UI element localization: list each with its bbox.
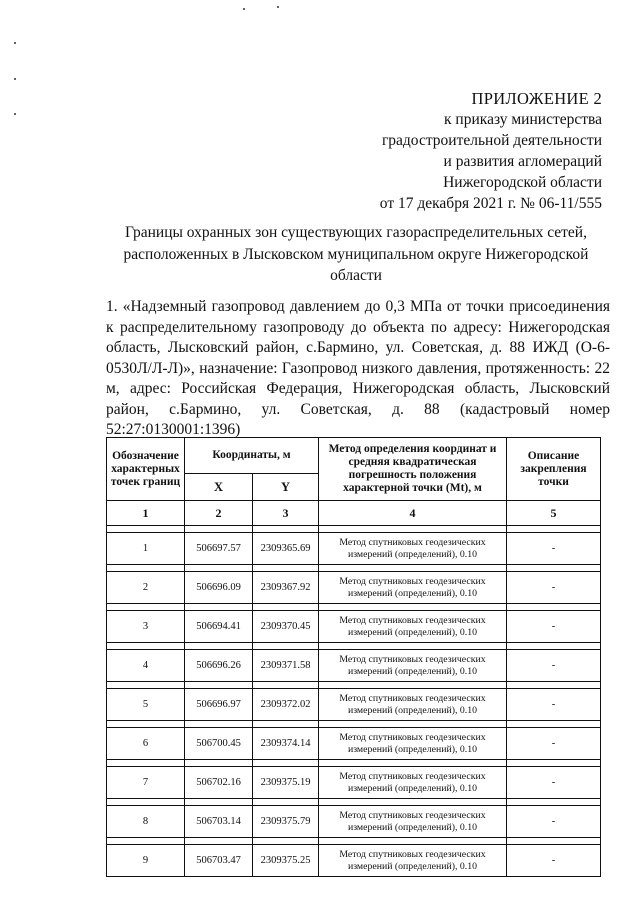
gap-cell (319, 526, 507, 533)
row-gap (107, 604, 601, 611)
header-y: Y (253, 474, 319, 501)
point-number: 6 (107, 728, 185, 760)
gap-cell (185, 799, 253, 806)
header-line: градостроительной деятельности (381, 132, 602, 149)
coordinate-x: 506696.26 (185, 650, 253, 682)
point-number: 9 (107, 845, 185, 877)
method-cell: Метод спутниковых геодезических измерений (определений), 0.10 (319, 572, 507, 604)
coordinate-y: 2309365.69 (253, 533, 319, 565)
description-cell: - (507, 533, 601, 565)
method-cell: Метод спутниковых геодезических измерений (определений), 0.10 (319, 650, 507, 682)
point-number: 8 (107, 806, 185, 838)
gap-cell (319, 604, 507, 611)
gap-cell (253, 526, 319, 533)
header-line: от 17 декабря 2021 г. № 06-11/555 (379, 195, 602, 212)
gap-cell (185, 565, 253, 572)
gap-cell (253, 799, 319, 806)
document-header (380, 88, 602, 214)
scan-speck (277, 6, 279, 8)
coordinate-y: 2309375.19 (253, 767, 319, 799)
row-gap (107, 565, 601, 572)
column-number: 5 (507, 501, 601, 526)
coordinate-x: 506696.09 (185, 572, 253, 604)
coordinate-y: 2309367.92 (253, 572, 319, 604)
row-gap (107, 643, 601, 650)
coordinate-y: 2309374.14 (253, 728, 319, 760)
gap-cell (107, 838, 185, 845)
gap-cell (507, 604, 601, 611)
method-cell: Метод спутниковых геодезических измерений (определений), 0.10 (319, 533, 507, 565)
gap-cell (185, 526, 253, 533)
gap-cell (507, 526, 601, 533)
point-number: 3 (107, 611, 185, 643)
coordinate-y: 2309375.79 (253, 806, 319, 838)
gap-cell (185, 760, 253, 767)
gap-cell (319, 799, 507, 806)
gap-cell (107, 565, 185, 572)
table-row (107, 611, 601, 643)
coordinate-x: 506697.57 (185, 533, 253, 565)
gap-cell (507, 682, 601, 689)
gap-cell (507, 760, 601, 767)
scan-speck (243, 8, 245, 10)
header-points: Обозначение характерных точек границ (107, 438, 185, 501)
appendix-title: ПРИЛОЖЕНИЕ 2 (471, 89, 602, 108)
point-number: 1 (107, 533, 185, 565)
gap-cell (319, 838, 507, 845)
point-number: 4 (107, 650, 185, 682)
method-cell: Метод спутниковых геодезических измерений (определений), 0.10 (319, 689, 507, 721)
table-row (107, 650, 601, 682)
method-cell: Метод спутниковых геодезических измерений (определений), 0.10 (319, 611, 507, 643)
coordinate-x: 506703.14 (185, 806, 253, 838)
method-cell: Метод спутниковых геодезических измерений (определений), 0.10 (319, 845, 507, 877)
description-cell: - (507, 728, 601, 760)
coordinate-x: 506702.16 (185, 767, 253, 799)
point-number: 5 (107, 689, 185, 721)
table-row (107, 572, 601, 604)
gap-cell (185, 604, 253, 611)
method-cell: Метод спутниковых геодезических измерений (определений), 0.10 (319, 806, 507, 838)
gap-cell (185, 643, 253, 650)
table-row (107, 806, 601, 838)
gap-cell (319, 643, 507, 650)
description-cell: - (507, 650, 601, 682)
scan-speck (14, 113, 16, 115)
method-cell: Метод спутниковых геодезических измерений (определений), 0.10 (319, 767, 507, 799)
column-number: 2 (185, 501, 253, 526)
row-gap (107, 799, 601, 806)
coordinate-x: 506696.97 (185, 689, 253, 721)
row-gap (107, 760, 601, 767)
description-cell: - (507, 572, 601, 604)
row-gap (107, 682, 601, 689)
gap-cell (507, 799, 601, 806)
point-number: 7 (107, 767, 185, 799)
coordinates-table (106, 437, 601, 877)
coordinate-y: 2309370.45 (253, 611, 319, 643)
header-coordinates: Координаты, м (185, 438, 319, 474)
header-method: Метод определения координат и средняя квадратическая погрешность положения характерной точки (Mt), м (319, 438, 507, 501)
gap-cell (253, 643, 319, 650)
scan-speck (14, 42, 16, 44)
coordinate-x: 506700.45 (185, 728, 253, 760)
gap-cell (107, 526, 185, 533)
gap-cell (107, 643, 185, 650)
gap-cell (319, 721, 507, 728)
column-number: 1 (107, 501, 185, 526)
gap-cell (253, 721, 319, 728)
description-cell: - (507, 767, 601, 799)
gap-cell (185, 721, 253, 728)
coordinate-y: 2309371.58 (253, 650, 319, 682)
gap-cell (107, 604, 185, 611)
description-cell: - (507, 845, 601, 877)
coordinate-y: 2309372.02 (253, 689, 319, 721)
header-x: X (185, 474, 253, 501)
point-number: 2 (107, 572, 185, 604)
gap-cell (185, 682, 253, 689)
object-description: 1. «Надземный газопровод давлением до 0,3 МПа от точки присоединения к распределительному газопроводу до объекта по адресу: Нижегородская область, Лысковский район, с.Бармино, ул. Советская, д. 88 ИЖД (О-6-0530Л/Л-Л)», назначение: Газопровод низкого давления, протяженность: 22 м, адрес: Российская Федерация, Нижегородская область, Лысковский район, с.Бармино, ул. Советская, д. 88 (кадастровый номер 52:27:0130001:1396) (106, 298, 610, 438)
gap-cell (253, 682, 319, 689)
gap-cell (253, 838, 319, 845)
gap-cell (107, 799, 185, 806)
gap-cell (107, 682, 185, 689)
column-number-row (107, 501, 601, 526)
header-line: Нижегородской области (443, 174, 602, 191)
gap-cell (507, 643, 601, 650)
scan-speck (14, 78, 16, 80)
row-gap (107, 721, 601, 728)
column-number: 3 (253, 501, 319, 526)
coordinate-x: 506703.47 (185, 845, 253, 877)
gap-cell (185, 838, 253, 845)
coordinate-y: 2309375.25 (253, 845, 319, 877)
table-row (107, 689, 601, 721)
gap-cell (253, 604, 319, 611)
description-cell: - (507, 806, 601, 838)
gap-cell (253, 760, 319, 767)
header-line: к приказу министерства (444, 111, 602, 128)
column-number: 4 (319, 501, 507, 526)
table-row (107, 767, 601, 799)
description-cell: - (507, 689, 601, 721)
gap-cell (253, 565, 319, 572)
table-row (107, 533, 601, 565)
table-row (107, 728, 601, 760)
gap-cell (107, 721, 185, 728)
description-cell: - (507, 611, 601, 643)
row-gap (107, 526, 601, 533)
header-line: и развития агломераций (443, 153, 602, 170)
coordinate-x: 506694.41 (185, 611, 253, 643)
method-cell: Метод спутниковых геодезических измерений (определений), 0.10 (319, 728, 507, 760)
row-gap (107, 838, 601, 845)
gap-cell (507, 721, 601, 728)
gap-cell (319, 565, 507, 572)
gap-cell (319, 682, 507, 689)
gap-cell (107, 760, 185, 767)
gap-cell (507, 838, 601, 845)
document-title: Границы охранных зон существующих газораспределительных сетей, расположенных в Лысковском муниципальном округе Нижегородской области (123, 224, 589, 284)
table-row (107, 845, 601, 877)
gap-cell (319, 760, 507, 767)
gap-cell (507, 565, 601, 572)
header-description: Описание закрепления точки (507, 438, 601, 501)
